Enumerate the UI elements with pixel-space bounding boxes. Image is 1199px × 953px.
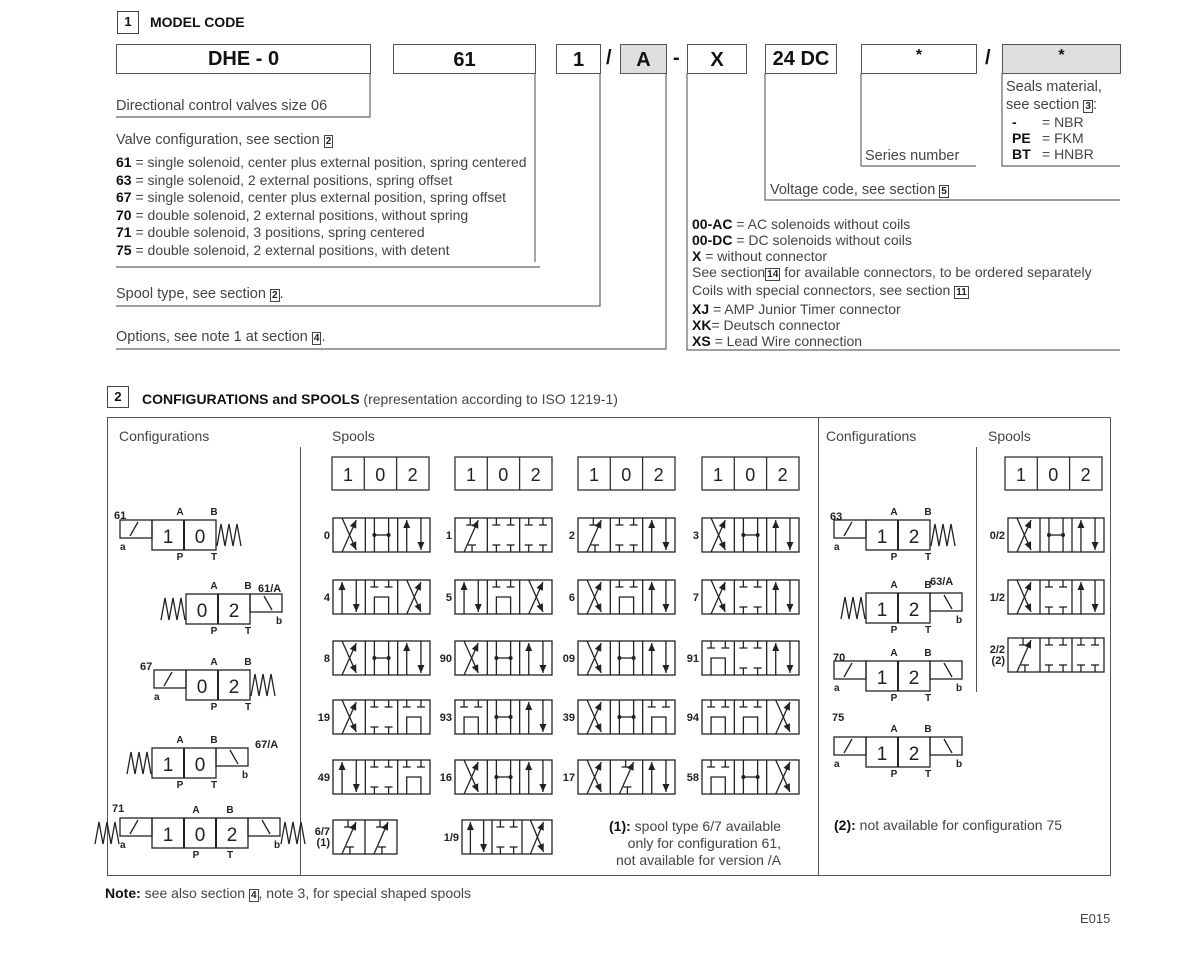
separator-dash: - xyxy=(673,47,680,69)
spool-label: 6/7 xyxy=(314,826,330,838)
spool-91 xyxy=(687,641,799,675)
config-item: 75 = double solenoid, 2 external positions, with detent xyxy=(116,241,450,258)
code-box-series: DHE - 0 xyxy=(116,44,371,74)
section-1-title: MODEL CODE xyxy=(150,14,245,30)
arrow-head xyxy=(475,604,482,612)
arrow-head xyxy=(648,582,655,590)
config-item: 71 = double solenoid, 3 positions, spring centered xyxy=(116,224,425,240)
arrow-head xyxy=(525,762,532,770)
solenoid-diagonal xyxy=(230,750,238,764)
arrow-head xyxy=(525,643,532,651)
config-71 xyxy=(95,803,305,861)
solenoid-diagonal xyxy=(262,820,270,834)
spool-2 xyxy=(569,518,675,552)
spool-label: (1) xyxy=(316,837,330,849)
port-label: T xyxy=(924,625,932,636)
config-67/A xyxy=(127,735,278,791)
spool-58 xyxy=(687,760,799,794)
spool-label: 2/2 xyxy=(989,644,1005,656)
arrow-head xyxy=(417,542,424,550)
spool-1 xyxy=(446,518,552,552)
port-label: T xyxy=(924,693,932,704)
position-header xyxy=(702,457,799,490)
port-label: T xyxy=(244,702,252,713)
spool-2/2 xyxy=(990,638,1104,672)
position-number: 1 xyxy=(162,755,174,776)
port-label: P xyxy=(210,702,218,713)
position-number: 0 xyxy=(1048,465,1059,485)
spool-7 xyxy=(693,580,799,614)
solenoid-diagonal xyxy=(944,663,952,677)
arrow-head xyxy=(1077,520,1084,528)
spring xyxy=(281,822,305,844)
spool-1-9 xyxy=(444,820,552,854)
spool-5 xyxy=(446,580,552,614)
spool-1/2 xyxy=(990,580,1104,614)
note-1: (1): spool type 6/7 available only for configuration 61, not available for version /A xyxy=(609,818,781,868)
solenoid-diagonal xyxy=(844,522,852,536)
port-label: B xyxy=(210,735,218,746)
spool-label: 7 xyxy=(692,592,699,604)
position-number: 0 xyxy=(194,527,206,548)
spring xyxy=(251,674,275,696)
spool-0/2 xyxy=(990,518,1104,552)
connector-item: XJ = AMP Junior Timer connector xyxy=(692,301,901,317)
spool-body xyxy=(455,518,552,552)
position-header xyxy=(578,457,675,490)
spool-label: 17 xyxy=(562,772,575,784)
flow-line xyxy=(496,597,510,614)
port-label: T xyxy=(924,769,932,780)
port-label: a xyxy=(834,542,840,553)
spool-label: 49 xyxy=(317,772,330,784)
config-label: 61 xyxy=(114,510,127,522)
port-label: B xyxy=(226,805,234,816)
arrow-head xyxy=(662,784,669,792)
position-number: 2 xyxy=(1080,465,1091,485)
spool-49 xyxy=(318,760,430,794)
flow-line xyxy=(464,717,478,734)
port-label: B xyxy=(924,507,932,518)
desc-options: Options, see note 1 at section 4 . xyxy=(116,329,326,345)
spool-label: 58 xyxy=(686,772,699,784)
config-63/A xyxy=(841,576,962,636)
arrow-head xyxy=(786,542,793,550)
port-label: T xyxy=(244,626,252,637)
position-number: 1 xyxy=(342,465,354,485)
note-2: (2): not available for configuration 75 xyxy=(834,817,1063,833)
section-ref: 5 xyxy=(941,186,947,197)
port-label: a xyxy=(154,692,160,703)
spool-label: 1/2 xyxy=(989,592,1005,604)
arrow-head xyxy=(539,724,546,732)
position-number: 2 xyxy=(777,465,788,485)
arrow-head xyxy=(1092,604,1099,612)
spools-header: Spools xyxy=(332,428,375,444)
arrow-head xyxy=(648,520,655,528)
port-label: B xyxy=(924,724,932,735)
port-label: a xyxy=(120,840,126,851)
code-box-spool: 1 xyxy=(556,44,601,74)
position-number: 0 xyxy=(196,677,208,698)
solenoid-diagonal xyxy=(944,595,952,609)
spool-label: 0 xyxy=(323,530,330,542)
section-ref: 2 xyxy=(271,290,278,301)
position-number: 1 xyxy=(876,668,888,689)
position-number: 0 xyxy=(194,825,206,846)
port-label: B xyxy=(244,657,252,668)
desc-spool-text: Spool type, see section xyxy=(116,286,266,302)
port-label: B xyxy=(210,507,218,518)
arrow-head xyxy=(539,665,546,673)
section-2-badge: 2 xyxy=(107,386,129,408)
position-number: 2 xyxy=(908,527,920,548)
port-label: P xyxy=(890,552,898,563)
solenoid xyxy=(216,748,248,766)
solenoid-diagonal xyxy=(844,663,852,677)
spool-body xyxy=(702,580,799,614)
solenoid xyxy=(120,520,152,538)
desc-family: Directional control valves size 06 xyxy=(116,98,328,114)
configurations-header: Configurations xyxy=(119,428,210,444)
port-label: T xyxy=(210,780,218,791)
section-2-title: CONFIGURATIONS and SPOOLS (representation according to ISO 1219-1) xyxy=(142,391,618,407)
spool-label: 8 xyxy=(323,653,330,665)
port-label: B xyxy=(924,648,932,659)
spring xyxy=(161,598,185,620)
config-67 xyxy=(140,657,275,713)
solenoid-diagonal xyxy=(844,739,852,753)
configurations-header: Configurations xyxy=(826,428,917,444)
connector-item: 00-DC = DC solenoids without coils xyxy=(692,232,912,248)
spool-label: 1 xyxy=(445,530,452,542)
arrow-head xyxy=(403,520,410,528)
section-ref: 3 xyxy=(1085,101,1091,112)
spool-3 xyxy=(693,518,799,552)
spool-09 xyxy=(563,641,675,675)
arrow-head xyxy=(467,822,474,830)
solenoid-diagonal xyxy=(264,596,272,610)
solenoid xyxy=(834,737,866,755)
desc-options-text: Options, see note 1 at section xyxy=(116,329,308,345)
port-label: A xyxy=(192,805,200,816)
arrow-head xyxy=(1092,542,1099,550)
spool-label: 91 xyxy=(686,653,699,665)
arrow-head xyxy=(525,702,532,710)
spring xyxy=(931,524,955,546)
port-label: a xyxy=(120,542,126,553)
spool-label: 39 xyxy=(562,712,575,724)
solenoid-diagonal xyxy=(130,522,138,536)
desc-spool: Spool type, see section 2 . xyxy=(116,286,284,302)
port-label: P xyxy=(890,625,898,636)
arrow-head xyxy=(417,665,424,673)
config-75 xyxy=(832,712,962,780)
arrow-head xyxy=(786,604,793,612)
port-label: P xyxy=(890,769,898,780)
position-number: 1 xyxy=(876,527,888,548)
page-code: E015 xyxy=(1080,911,1111,926)
position-number: 1 xyxy=(162,527,174,548)
spring xyxy=(217,524,241,546)
config-item: 61 = single solenoid, center plus external position, spring centered xyxy=(116,154,527,170)
position-number: 0 xyxy=(621,465,632,485)
arrow-head xyxy=(353,604,360,612)
arrow-head xyxy=(339,582,346,590)
position-header xyxy=(1005,457,1102,490)
arrow-head xyxy=(662,665,669,673)
arrow-head xyxy=(539,784,546,792)
spool-39 xyxy=(563,700,675,734)
config-item: 70 = double solenoid, 2 external positions, without spring xyxy=(116,206,469,223)
code-box-voltage: 24 DC xyxy=(765,44,837,74)
flow-line xyxy=(743,717,757,734)
solenoid-diagonal xyxy=(164,672,172,686)
spring xyxy=(841,597,865,619)
connector-item: XK= Deutsch connector xyxy=(692,317,841,333)
position-number: 1 xyxy=(588,465,600,485)
code-box-series-number: * xyxy=(861,44,977,74)
position-number: 0 xyxy=(194,755,206,776)
spool-label: 09 xyxy=(562,653,575,665)
port-label: T xyxy=(924,552,932,563)
position-number: 0 xyxy=(745,465,756,485)
connector-item: X = without connector xyxy=(692,248,828,264)
config-label: 71 xyxy=(112,803,125,815)
spool-label: 6 xyxy=(568,592,575,604)
spool-4 xyxy=(324,580,430,614)
seals-title: Seals material, xyxy=(1006,79,1102,95)
position-number: 2 xyxy=(530,465,541,485)
solenoid-diagonal xyxy=(130,820,138,834)
arrow-head xyxy=(772,582,779,590)
port-label: b xyxy=(242,770,249,781)
config-61/A xyxy=(161,581,282,637)
spool-6 xyxy=(569,580,675,614)
solenoid xyxy=(154,670,186,688)
config-label: 67/A xyxy=(255,739,279,751)
spool-label: 5 xyxy=(445,592,452,604)
spool-8 xyxy=(324,641,430,675)
port-label: b xyxy=(956,759,963,770)
port-label: P xyxy=(176,780,184,791)
config-label: 61/A xyxy=(258,583,282,595)
port-label: b xyxy=(274,840,281,851)
separator-slash: / xyxy=(985,47,991,69)
spool-label: 0/2 xyxy=(989,530,1005,542)
position-number: 1 xyxy=(712,465,724,485)
spool-label: 3 xyxy=(692,530,699,542)
solenoid xyxy=(250,594,282,612)
config-label: 75 xyxy=(832,712,845,724)
flow-line xyxy=(711,777,725,794)
spool-16 xyxy=(440,760,552,794)
desc-config-text: Valve configuration, see section xyxy=(116,132,320,148)
code-box-configuration: 61 xyxy=(393,44,536,74)
position-number: 2 xyxy=(908,744,920,765)
code-box-connector: X xyxy=(687,44,747,74)
spool-label: 19 xyxy=(317,712,330,724)
code-box-options: A xyxy=(620,44,667,74)
spool-90 xyxy=(440,641,552,675)
port-label: A xyxy=(890,580,898,591)
config-item: 63 = single solenoid, 2 external positions, spring offset xyxy=(116,171,453,188)
port-label: A xyxy=(176,735,184,746)
arrow-head xyxy=(1077,582,1084,590)
solenoid xyxy=(930,593,962,611)
arrow-head xyxy=(662,604,669,612)
port-label: B xyxy=(244,581,252,592)
port-label: A xyxy=(176,507,184,518)
position-header xyxy=(455,457,552,490)
port-label: T xyxy=(210,552,218,563)
connector-item: XS = Lead Wire connection xyxy=(692,333,863,349)
solenoid xyxy=(930,737,962,755)
position-number: 2 xyxy=(228,677,240,698)
section-ref: 4 xyxy=(313,333,320,344)
spool-19 xyxy=(318,700,430,734)
position-number: 1 xyxy=(465,465,477,485)
flow-line xyxy=(407,777,421,794)
spool-17 xyxy=(563,760,675,794)
spool-body xyxy=(578,518,675,552)
arrow-head xyxy=(480,844,487,852)
connector-item: 00-AC = AC solenoids without coils xyxy=(692,216,911,232)
config-label: 70 xyxy=(833,652,846,664)
port-label: A xyxy=(210,657,218,668)
series-number-label: Series number xyxy=(865,148,960,164)
code-box-seals: * xyxy=(1002,44,1121,74)
spring xyxy=(95,822,119,844)
port-label: A xyxy=(890,507,898,518)
position-number: 1 xyxy=(876,600,888,621)
position-number: 2 xyxy=(908,668,920,689)
config-63 xyxy=(830,507,955,563)
config-61 xyxy=(114,507,241,563)
arrow-head xyxy=(662,542,669,550)
arrow-head xyxy=(339,762,346,770)
spool-label: 16 xyxy=(439,772,452,784)
spool-label: 1/9 xyxy=(443,832,459,844)
seal-item: PE = FKM xyxy=(1012,130,1084,146)
position-number: 1 xyxy=(1015,465,1027,485)
flow-line xyxy=(652,717,666,734)
port-label: P xyxy=(890,693,898,704)
position-number: 2 xyxy=(908,600,920,621)
arrow-head xyxy=(772,520,779,528)
flow-line xyxy=(407,717,421,734)
footer-note: Note: see also section 4 , note 3, for special shaped spools xyxy=(105,885,471,901)
flow-line xyxy=(711,658,725,675)
section-1-badge: 1 xyxy=(117,11,139,34)
spool-label: (2) xyxy=(991,655,1005,667)
arrow-head xyxy=(772,643,779,651)
port-label: P xyxy=(210,626,218,637)
spring xyxy=(127,752,151,774)
arrow-head xyxy=(786,665,793,673)
port-label: A xyxy=(210,581,218,592)
position-number: 0 xyxy=(375,465,386,485)
port-label: a xyxy=(834,683,840,694)
port-label: B xyxy=(924,580,932,591)
position-number: 2 xyxy=(407,465,418,485)
position-header xyxy=(332,457,429,490)
spool-label: 94 xyxy=(686,712,699,724)
port-label: a xyxy=(834,759,840,770)
position-number: 0 xyxy=(498,465,509,485)
arrow-head xyxy=(461,582,468,590)
spool-body xyxy=(1008,580,1104,614)
special-coils: Coils with special connectors, see section 11 xyxy=(692,282,967,298)
position-number: 2 xyxy=(653,465,664,485)
position-number: 2 xyxy=(226,825,238,846)
port-label: b xyxy=(276,616,283,627)
config-label: 67 xyxy=(140,661,153,673)
solenoid xyxy=(248,818,280,836)
port-label: A xyxy=(890,724,898,735)
separator-slash: / xyxy=(606,47,612,69)
config-label: 63/A xyxy=(930,576,954,588)
seals-subtitle: see section 3 : xyxy=(1006,97,1097,113)
config-item: 67 = single solenoid, center plus external position, spring offset xyxy=(116,189,507,205)
flow-line xyxy=(374,597,388,614)
position-number: 0 xyxy=(196,601,208,622)
position-number: 2 xyxy=(228,601,240,622)
arrow-head xyxy=(353,784,360,792)
spool-93 xyxy=(440,700,552,734)
arrow-head xyxy=(403,643,410,651)
section-ref: 2 xyxy=(325,136,332,147)
spool-body xyxy=(462,820,552,854)
port-label: A xyxy=(890,648,898,659)
voltage-code-label: Voltage code, see section 5 xyxy=(770,182,947,198)
config-70 xyxy=(833,648,962,704)
port-label: b xyxy=(956,683,963,694)
spool-label: 90 xyxy=(439,653,452,665)
solenoid-diagonal xyxy=(944,739,952,753)
spool-6-7 xyxy=(315,820,397,854)
spool-label: 2 xyxy=(568,530,575,542)
seal-item: BT = HNBR xyxy=(1012,146,1094,162)
port-label: P xyxy=(176,552,184,563)
position-number: 1 xyxy=(876,744,888,765)
port-label: b xyxy=(956,615,963,626)
config-label: 63 xyxy=(830,511,843,523)
flow-line xyxy=(711,717,725,734)
port-label: P xyxy=(192,850,200,861)
spool-94 xyxy=(687,700,799,734)
arrow-head xyxy=(648,643,655,651)
flow-line xyxy=(619,597,633,614)
spool-label: 4 xyxy=(323,592,330,604)
seal-item: - = NBR xyxy=(1012,114,1084,130)
see-section-connectors: See section 14 for available connectors, to be ordered separately xyxy=(692,264,1092,280)
spools-header: Spools xyxy=(988,428,1031,444)
position-number: 1 xyxy=(162,825,174,846)
spool-0 xyxy=(324,518,430,552)
spool-label: 93 xyxy=(439,712,452,724)
solenoid xyxy=(120,818,152,836)
arrow-head xyxy=(648,762,655,770)
port-label: T xyxy=(226,850,234,861)
solenoid xyxy=(930,661,962,679)
